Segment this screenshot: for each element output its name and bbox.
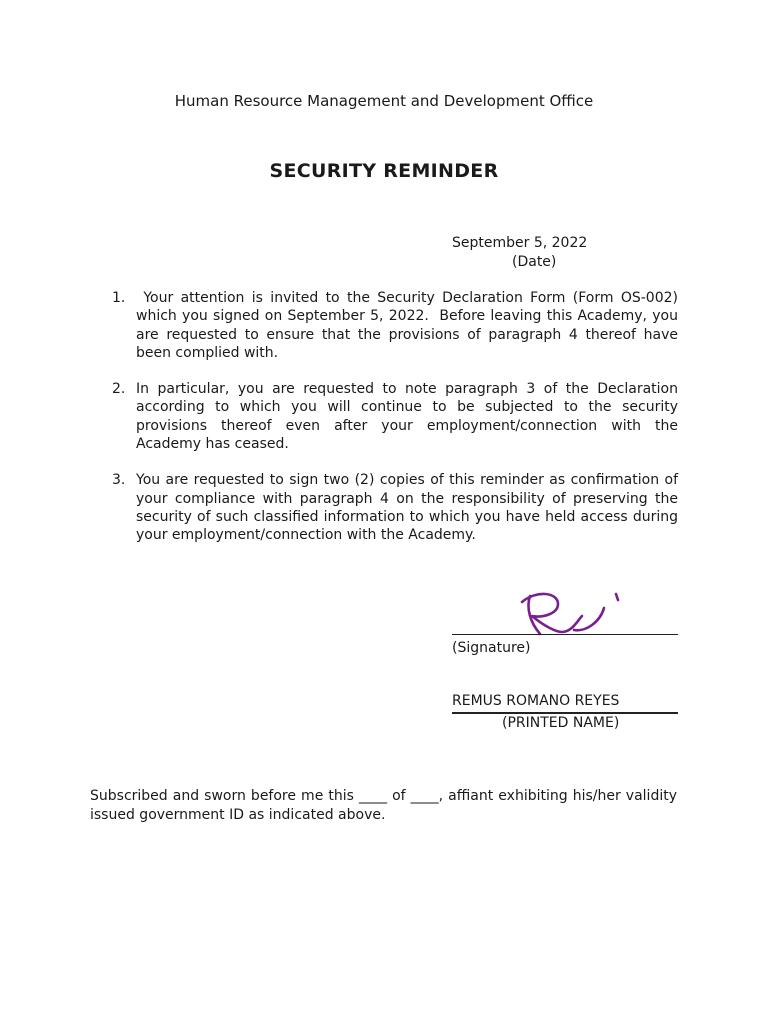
date-label: (Date) [512, 254, 557, 270]
item-text: In particular, you are requested to note paragraph 3 of the Declaration according to which you will continue to be subjected to the security provisions thereof even after your employment/connection with the Academy has ceased. [136, 381, 678, 453]
signature-label: (Signature) [452, 640, 531, 656]
reminder-item [112, 471, 678, 544]
printed-name: REMUS ROMANO REYES [452, 693, 620, 709]
item-number: 3. [112, 472, 126, 489]
printed-name-line [452, 712, 678, 714]
signature-strokes [522, 594, 618, 634]
item-text: Your attention is invited to the Security Declaration Form (Form OS-002) which you signed on September 5, 2022. Before leaving this Academy, you are requested to ensure that the provisions of paragraph 4 thereof have been complied with. [136, 290, 683, 361]
reminder-item [112, 289, 683, 362]
reminder-items [112, 289, 683, 563]
signature-line [452, 634, 678, 635]
item-number: 2. [112, 381, 126, 398]
printed-name-label: (PRINTED NAME) [502, 715, 620, 731]
item-text: You are requested to sign two (2) copies of this reminder as confirmation of your compliance with paragraph 4 on the responsibility of preserving the security of such classified information to which you have held access during your employment/connection with the Academy. [136, 472, 678, 544]
jurat-text: Subscribed and sworn before me this ____ of ____, affiant exhibiting his/her validity issued government ID as indicated above. [90, 788, 677, 823]
handwritten-signature [512, 586, 632, 646]
item-number: 1. [112, 290, 126, 306]
document-title: SECURITY REMINDER [269, 160, 499, 182]
date-value: September 5, 2022 [452, 235, 588, 251]
reminder-item [112, 380, 678, 453]
office-heading: Human Resource Management and Development Office [174, 92, 594, 110]
